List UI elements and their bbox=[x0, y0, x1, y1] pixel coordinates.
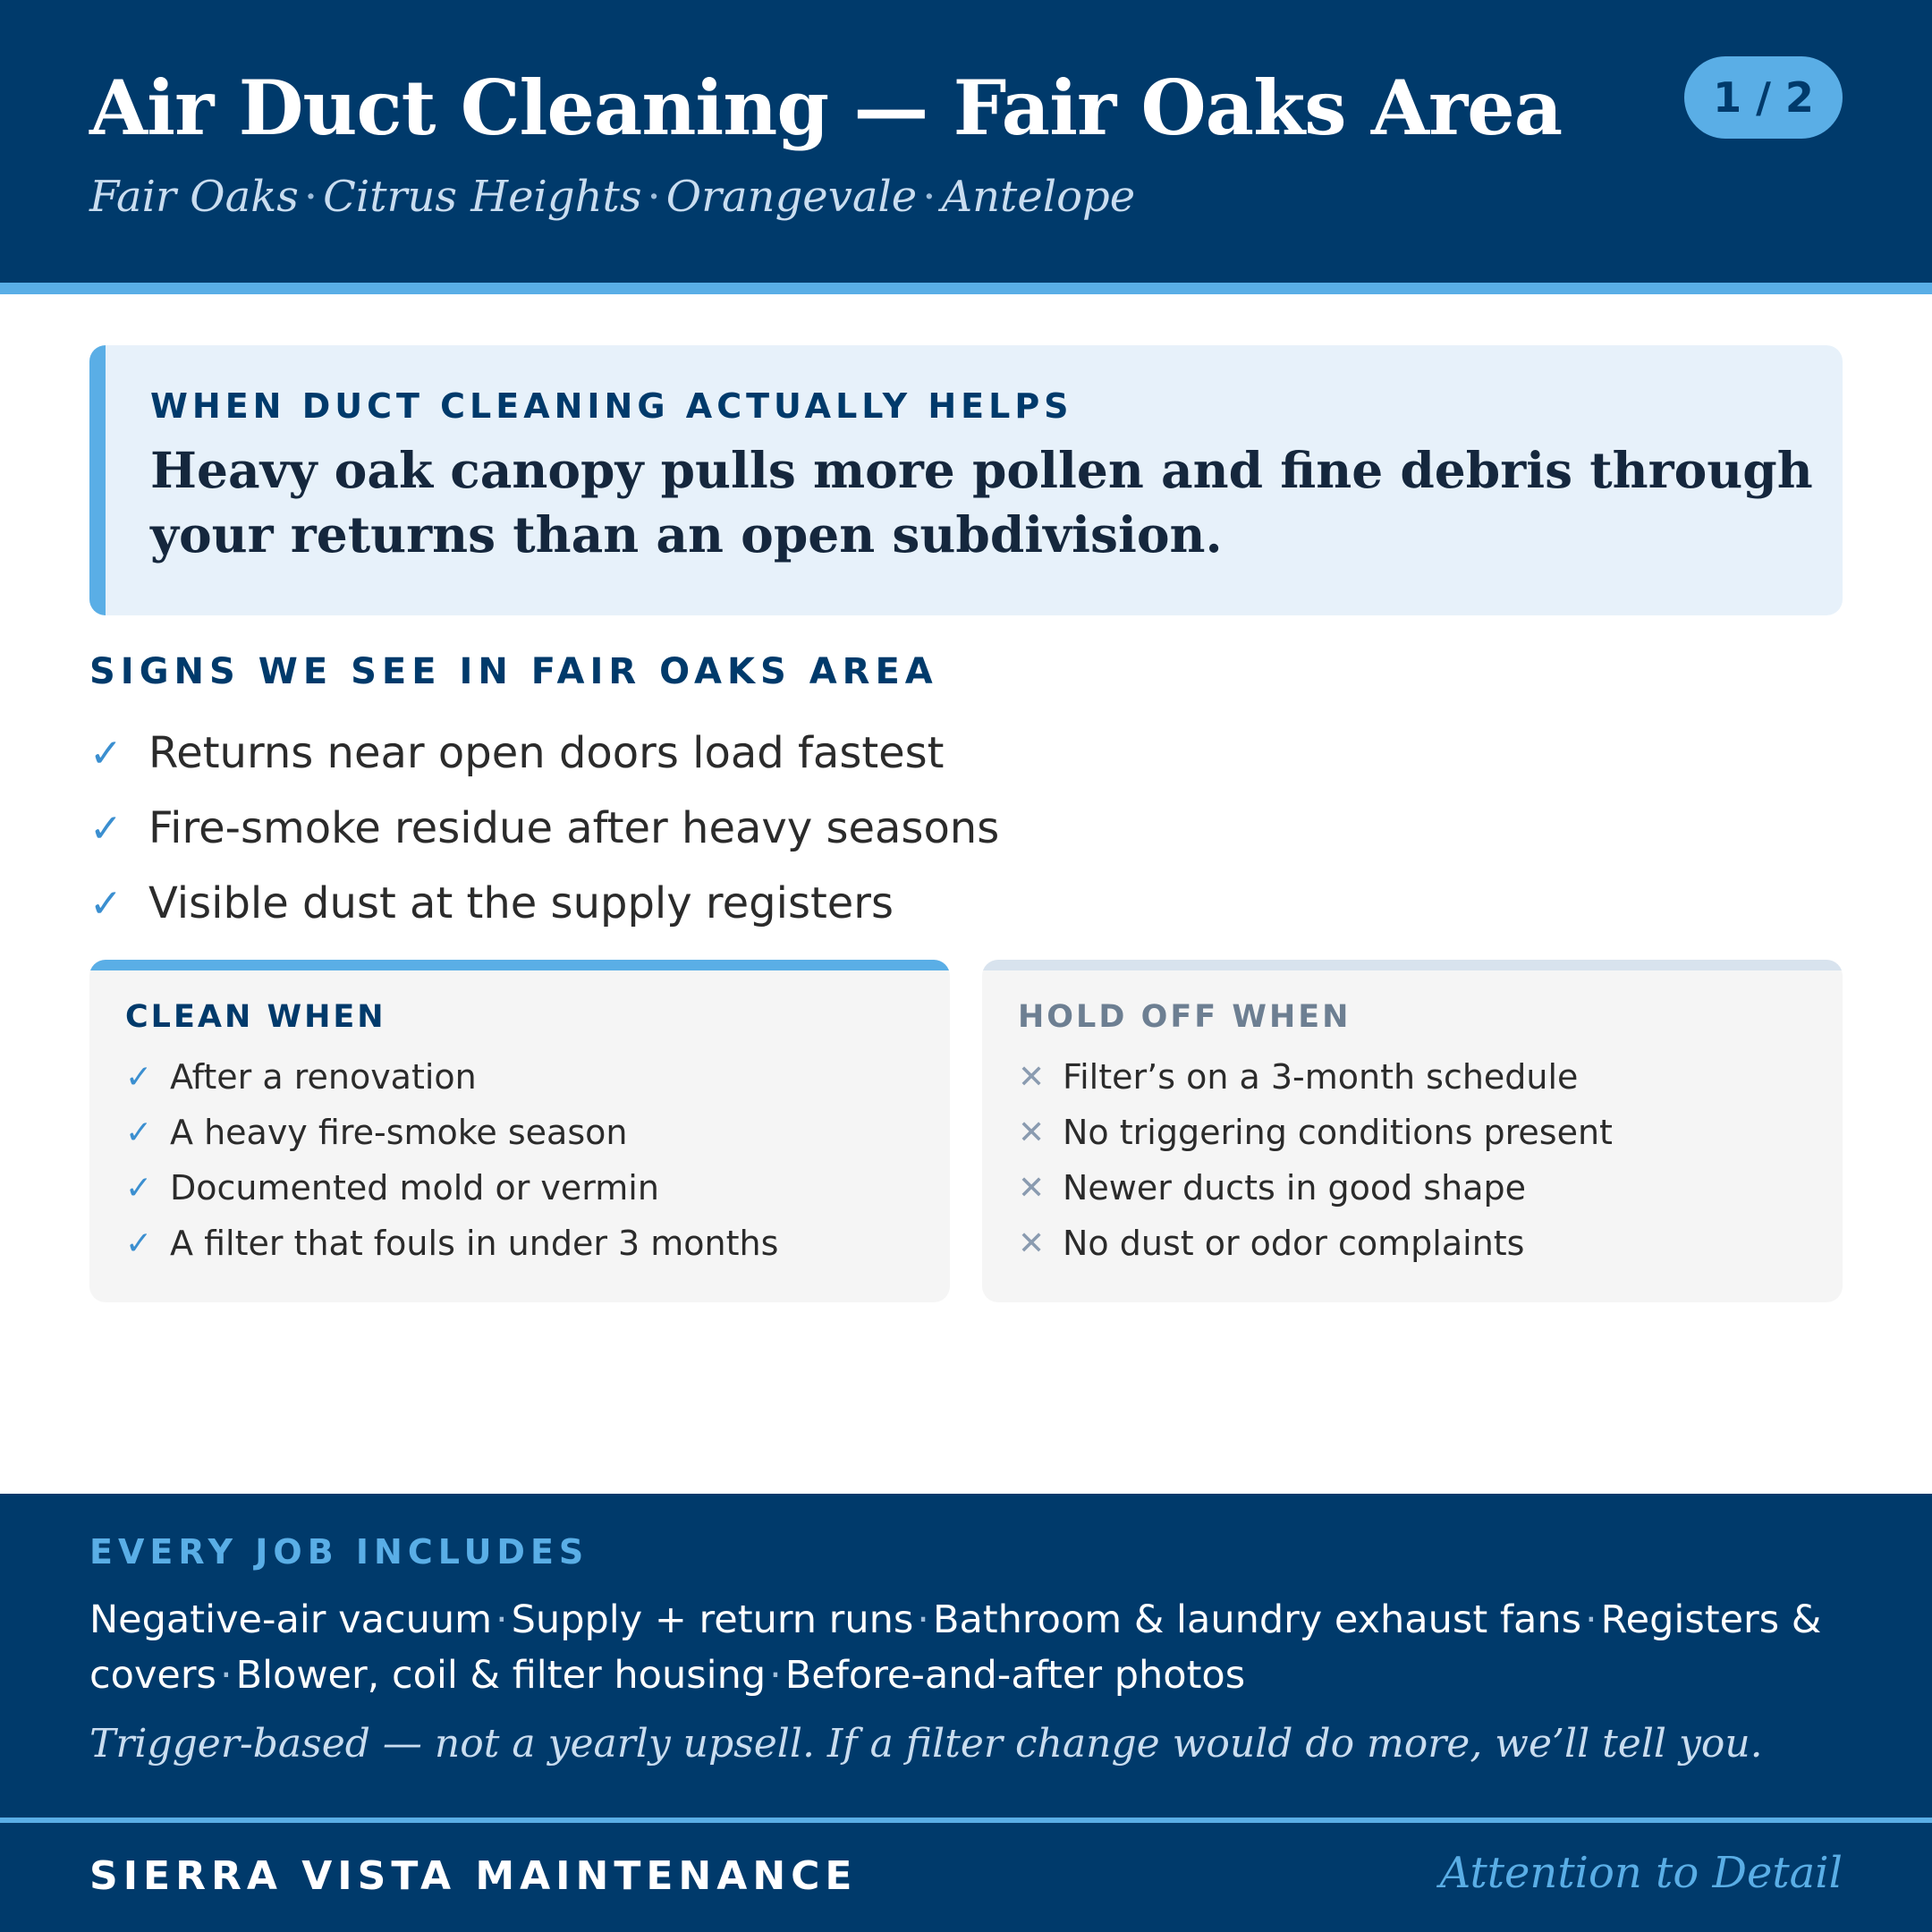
list-item bbox=[1018, 1049, 1613, 1105]
list-item bbox=[125, 1105, 778, 1160]
includes-list bbox=[89, 1592, 1843, 1703]
list-item-text: A filter that fouls in under 3 months bbox=[170, 1224, 779, 1263]
list-item-text: Newer ducts in good shape bbox=[1063, 1168, 1527, 1208]
included-item: Before-and-after photos bbox=[784, 1653, 1246, 1698]
cross-icon: ✕ bbox=[1018, 1224, 1046, 1262]
list-item-text: After a renovation bbox=[170, 1057, 477, 1097]
list-item bbox=[89, 716, 1342, 791]
check-icon: ✓ bbox=[125, 1169, 153, 1207]
includes-heading: EVERY JOB INCLUDES bbox=[89, 1532, 589, 1572]
cross-icon: ✕ bbox=[1018, 1114, 1046, 1151]
list-item-text: No triggering conditions present bbox=[1063, 1113, 1613, 1152]
hold-off-when-card bbox=[982, 960, 1843, 1302]
card-title: HOLD OFF WHEN bbox=[1018, 999, 1352, 1035]
included-item: Blower, coil & filter housing bbox=[235, 1653, 767, 1698]
included-item: Negative-air vacuum bbox=[89, 1597, 492, 1642]
separator-dot: · bbox=[1585, 1597, 1597, 1642]
callout-kicker: WHEN DUCT CLEANING ACTUALLY HELPS bbox=[150, 386, 1073, 426]
card-title: CLEAN WHEN bbox=[125, 999, 386, 1035]
separator-dot: · bbox=[769, 1653, 782, 1698]
company-name: SIERRA VISTA MAINTENANCE bbox=[89, 1853, 858, 1899]
motto: Attention to Detail bbox=[1439, 1848, 1843, 1898]
card-top-accent bbox=[982, 960, 1843, 970]
list-item bbox=[125, 1049, 778, 1105]
sign-text: Returns near open doors load fastest bbox=[148, 728, 945, 778]
separator-dot: · bbox=[219, 1653, 233, 1698]
check-icon: ✓ bbox=[125, 1058, 153, 1096]
included-item: Bathroom & laundry exhaust fans bbox=[932, 1597, 1581, 1642]
sign-text: Visible dust at the supply registers bbox=[148, 878, 894, 928]
header-band bbox=[0, 0, 1932, 283]
service-areas bbox=[89, 168, 1135, 225]
separator-dot: · bbox=[495, 1597, 508, 1642]
footer-divider bbox=[0, 1818, 1932, 1823]
list-item bbox=[1018, 1216, 1613, 1271]
signs-heading: SIGNS WE SEE IN FAIR OAKS AREA bbox=[89, 651, 938, 692]
check-icon: ✓ bbox=[125, 1224, 153, 1262]
check-icon: ✓ bbox=[89, 730, 123, 776]
separator-dot: · bbox=[647, 172, 661, 222]
clean-when-list bbox=[125, 1049, 778, 1271]
tagline: Trigger-based — not a yearly upsell. If a filter change would do more, we’ll tell you. bbox=[89, 1721, 1763, 1767]
list-item-text: A heavy fire-smoke season bbox=[170, 1113, 628, 1152]
header-divider bbox=[0, 283, 1932, 294]
list-item bbox=[89, 791, 1342, 866]
check-icon: ✓ bbox=[89, 880, 123, 927]
list-item bbox=[125, 1160, 778, 1216]
check-icon: ✓ bbox=[125, 1114, 153, 1151]
separator-dot: · bbox=[303, 172, 318, 222]
list-item-text: Filter’s on a 3-month schedule bbox=[1063, 1057, 1579, 1097]
page-title: Air Duct Cleaning — Fair Oaks Area bbox=[89, 64, 1563, 152]
area-name: Orangevale bbox=[665, 172, 918, 222]
check-icon: ✓ bbox=[89, 805, 123, 852]
list-item bbox=[125, 1216, 778, 1271]
sign-text: Fire-smoke residue after heavy seasons bbox=[148, 803, 1000, 853]
list-item bbox=[1018, 1160, 1613, 1216]
separator-dot: · bbox=[917, 1597, 929, 1642]
hold-off-list bbox=[1018, 1049, 1613, 1271]
cross-icon: ✕ bbox=[1018, 1169, 1046, 1207]
cross-icon: ✕ bbox=[1018, 1058, 1046, 1096]
callout-accent-bar bbox=[89, 345, 106, 615]
list-item bbox=[89, 866, 1342, 941]
footer-band bbox=[0, 1494, 1932, 1932]
area-name: Fair Oaks bbox=[89, 172, 299, 222]
list-item bbox=[1018, 1105, 1613, 1160]
list-item-text: Documented mold or vermin bbox=[170, 1168, 659, 1208]
area-name: Antelope bbox=[941, 172, 1136, 222]
included-item: Supply + return runs bbox=[511, 1597, 914, 1642]
page-indicator-badge: 1 / 2 bbox=[1684, 56, 1843, 139]
included-item: Registers & covers bbox=[89, 1597, 1822, 1698]
clean-when-card bbox=[89, 960, 950, 1302]
area-name: Citrus Heights bbox=[323, 172, 642, 222]
list-item-text: No dust or odor complaints bbox=[1063, 1224, 1525, 1263]
signs-list bbox=[89, 716, 1342, 941]
callout-text: Heavy oak canopy pulls more pollen and fine debris through your returns than an open subdivision. bbox=[150, 441, 1813, 564]
card-top-accent bbox=[89, 960, 950, 970]
callout-box bbox=[89, 345, 1843, 615]
separator-dot: · bbox=[922, 172, 936, 222]
